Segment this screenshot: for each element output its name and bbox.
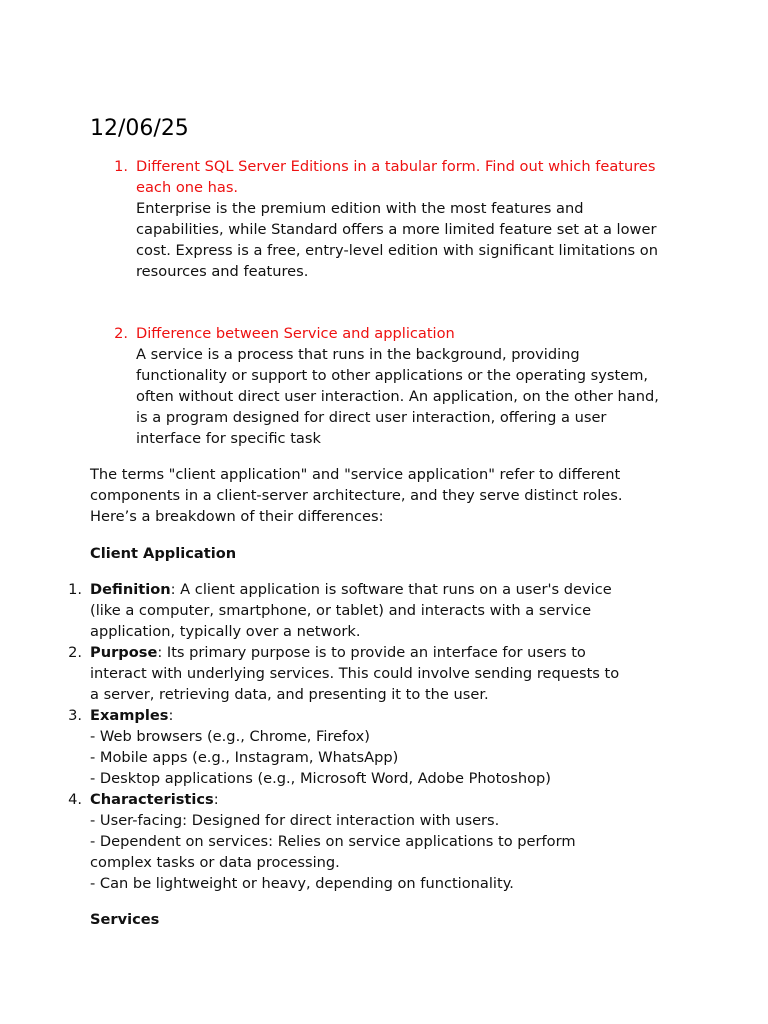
list-item bbox=[90, 579, 690, 642]
item-label: Characteristics bbox=[90, 791, 214, 808]
item-line: - User-facing: Designed for direct interaction with users. bbox=[90, 812, 500, 829]
list-number: 3. bbox=[68, 707, 82, 724]
answer-line: capabilities, while Standard offers a more limited feature set at a lower bbox=[136, 221, 657, 238]
intro-paragraph bbox=[90, 464, 690, 527]
question-title-line: Difference between Service and application bbox=[136, 325, 455, 342]
question-title-line: each one has. bbox=[136, 179, 239, 196]
item-line: interact with underlying services. This could involve sending requests to bbox=[90, 665, 620, 682]
section-heading bbox=[90, 909, 690, 930]
item-label: Definition bbox=[90, 581, 171, 598]
question-number: 1. bbox=[114, 158, 128, 175]
item-text: : bbox=[213, 791, 219, 808]
item-text: : A client application is software that runs on a user's device bbox=[170, 581, 612, 598]
answer-line: Enterprise is the premium edition with the most features and bbox=[136, 200, 584, 217]
answer-line: A service is a process that runs in the background, providing bbox=[136, 346, 580, 363]
question-1 bbox=[136, 156, 696, 282]
item-line: application, typically over a network. bbox=[90, 623, 361, 640]
question-2 bbox=[136, 323, 696, 449]
item-line: - Can be lightweight or heavy, depending on functionality. bbox=[90, 875, 514, 892]
item-line: - Desktop applications (e.g., Microsoft Word, Adobe Photoshop) bbox=[90, 770, 551, 787]
paragraph-line: The terms "client application" and "service application" refer to different bbox=[90, 466, 621, 483]
item-text: : Its primary purpose is to provide an interface for users to bbox=[157, 644, 586, 661]
item-label: Examples bbox=[90, 707, 169, 724]
item-line: - Web browsers (e.g., Chrome, Firefox) bbox=[90, 728, 370, 745]
paragraph-line: components in a client-server architecture, and they serve distinct roles. bbox=[90, 487, 623, 504]
answer-line: functionality or support to other applications or the operating system, bbox=[136, 367, 649, 384]
answer-line: often without direct user interaction. An application, on the other hand, bbox=[136, 388, 659, 405]
item-label: Purpose bbox=[90, 644, 158, 661]
list-number: 4. bbox=[68, 791, 82, 808]
page-date: 12/06/25 bbox=[90, 116, 189, 141]
item-line: complex tasks or data processing. bbox=[90, 854, 340, 871]
question-number: 2. bbox=[114, 325, 128, 342]
paragraph-line: Here’s a breakdown of their differences: bbox=[90, 508, 384, 525]
services-heading: Services bbox=[90, 911, 160, 928]
item-line: (like a computer, smartphone, or tablet) and interacts with a service bbox=[90, 602, 592, 619]
answer-line: resources and features. bbox=[136, 263, 309, 280]
list-item bbox=[90, 642, 690, 705]
section-heading bbox=[90, 543, 690, 564]
list-item bbox=[90, 705, 690, 789]
item-line: a server, retrieving data, and presenting it to the user. bbox=[90, 686, 489, 703]
item-line: - Mobile apps (e.g., Instagram, WhatsApp) bbox=[90, 749, 399, 766]
question-title-line: Different SQL Server Editions in a tabular form. Find out which features bbox=[136, 158, 656, 175]
answer-line: interface for specific task bbox=[136, 430, 321, 447]
item-text: : bbox=[168, 707, 174, 724]
item-line: - Dependent on services: Relies on service applications to perform bbox=[90, 833, 576, 850]
answer-line: cost. Express is a free, entry-level edition with significant limitations on bbox=[136, 242, 658, 259]
answer-line: is a program designed for direct user interaction, offering a user bbox=[136, 409, 607, 426]
list-item bbox=[90, 789, 690, 894]
list-number: 1. bbox=[68, 581, 82, 598]
client-heading: Client Application bbox=[90, 545, 237, 562]
list-number: 2. bbox=[68, 644, 82, 661]
